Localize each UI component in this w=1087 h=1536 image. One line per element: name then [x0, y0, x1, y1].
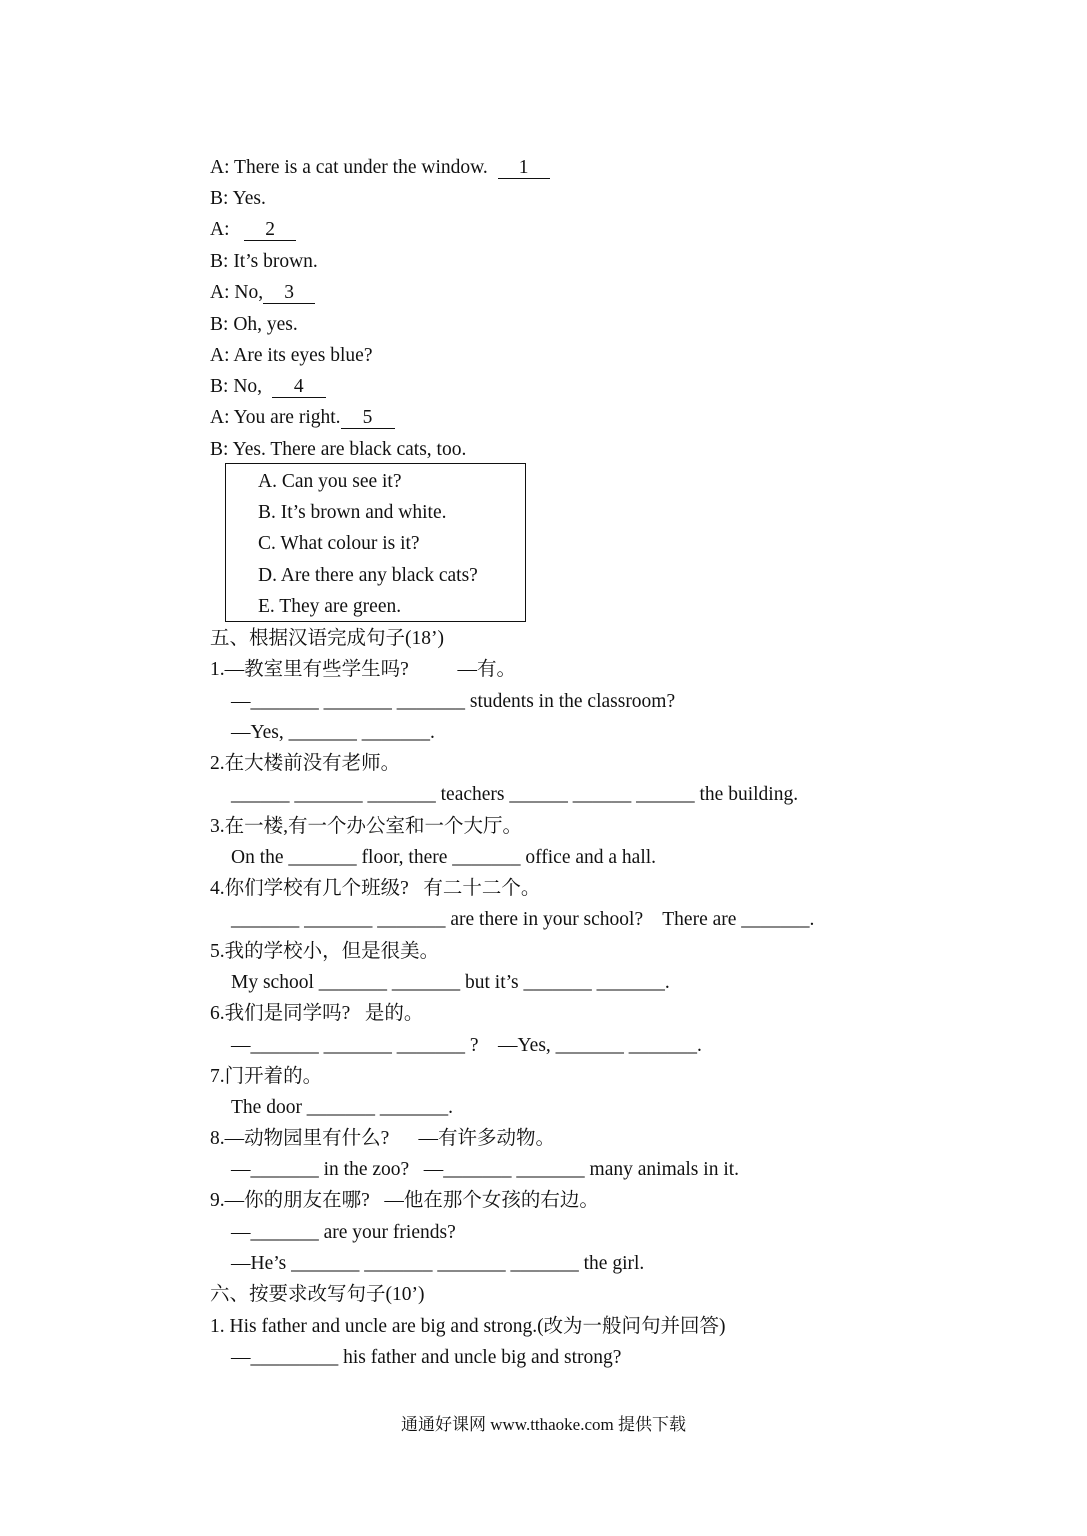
question-prompt: 7.门开着的。: [210, 1066, 323, 1087]
dialogue-line: [210, 375, 326, 399]
answer-line: —Yes, _______ _______.: [231, 722, 435, 743]
answer-blank[interactable]: 5: [341, 408, 395, 429]
speaker: B:: [210, 251, 234, 272]
speaker: A:: [210, 407, 234, 428]
dialogue-line: [210, 218, 296, 242]
answer-line: _______ _______ _______ are there in your school? There are _______.: [231, 909, 815, 930]
line-text: You are right.: [233, 407, 341, 428]
answer-blank[interactable]: 3: [263, 283, 315, 304]
answer-blank[interactable]: 4: [272, 377, 326, 398]
answer-line: The door _______ _______.: [231, 1097, 454, 1118]
question-prompt: 6.我们是同学吗? 是的。: [210, 1003, 424, 1024]
answer-line: My school _______ _______ but it’s _______ _______.: [231, 972, 670, 993]
question-prompt: 1.—教室里有些学生吗? —有。: [210, 659, 517, 680]
answer-line: —_________ his father and uncle big and strong?: [231, 1347, 622, 1368]
section-heading: 六、按要求改写句子(10’): [210, 1284, 425, 1305]
line-text: It’s brown.: [233, 251, 318, 272]
option-item: B. It’s brown and white.: [258, 502, 447, 523]
speaker: A:: [210, 219, 235, 240]
question-prompt: 4.你们学校有几个班级? 有二十二个。: [210, 878, 541, 899]
page-footer: 通通好课网 www.tthaoke.com 提供下载: [400, 1415, 687, 1434]
answer-line: —_______ in the zoo? —_______ _______ many animals in it.: [231, 1159, 740, 1180]
line-text: No,: [233, 376, 263, 397]
question-prompt: 9.—你的朋友在哪? —他在那个女孩的右边。: [210, 1190, 599, 1211]
speaker: A:: [210, 282, 235, 303]
answer-line: —_______ _______ _______ students in the classroom?: [231, 691, 676, 712]
speaker: B:: [210, 188, 233, 209]
answer-blank[interactable]: 2: [244, 220, 296, 241]
speaker: B:: [210, 439, 233, 460]
option-item: A. Can you see it?: [258, 471, 402, 492]
option-item: D. Are there any black cats?: [258, 565, 478, 586]
speaker: B:: [210, 376, 234, 397]
dialogue-line: [210, 250, 318, 274]
line-text: No,: [234, 282, 264, 303]
question-prompt: 1. His father and uncle are big and strong.(改为一般问句并回答): [210, 1316, 726, 1337]
option-item: E. They are green.: [258, 596, 402, 617]
line-text: There is a cat under the window.: [234, 157, 488, 178]
question-prompt: 8.—动物园里有什么? —有许多动物。: [210, 1128, 556, 1149]
dialogue-line: [210, 187, 266, 211]
dialogue-line: [210, 281, 315, 305]
dialogue-line: [210, 344, 372, 368]
answer-line: —He’s _______ _______ _______ _______ the girl.: [231, 1253, 645, 1274]
question-prompt: 5.我的学校小，但是很美。: [210, 941, 440, 962]
answer-line: ______ _______ _______ teachers ______ ______ ______ the building.: [231, 784, 799, 805]
line-text: Are its eyes blue?: [233, 345, 373, 366]
answer-line: On the _______ floor, there _______ office and a hall.: [231, 847, 657, 868]
line-text: Yes. There are black cats, too.: [232, 439, 467, 460]
answer-line: —_______ _______ _______ ? —Yes, _______ _______.: [231, 1035, 702, 1056]
speaker: A:: [210, 157, 235, 178]
dialogue-line: [210, 406, 395, 430]
answer-line: —_______ are your friends?: [231, 1222, 456, 1243]
line-text: Yes.: [232, 188, 266, 209]
line-text: Oh, yes.: [233, 314, 298, 335]
option-item: C. What colour is it?: [258, 533, 420, 554]
section-heading: 五、根据汉语完成句子(18’): [210, 628, 444, 649]
question-prompt: 2.在大楼前没有老师。: [210, 753, 401, 774]
dialogue-line: [210, 438, 466, 462]
speaker: A:: [210, 345, 234, 366]
dialogue-line: [210, 313, 298, 337]
dialogue-line: [210, 156, 550, 180]
question-prompt: 3.在一楼,有一个办公室和一个大厅。: [210, 816, 523, 837]
speaker: B:: [210, 314, 234, 335]
answer-blank[interactable]: 1: [498, 158, 550, 179]
